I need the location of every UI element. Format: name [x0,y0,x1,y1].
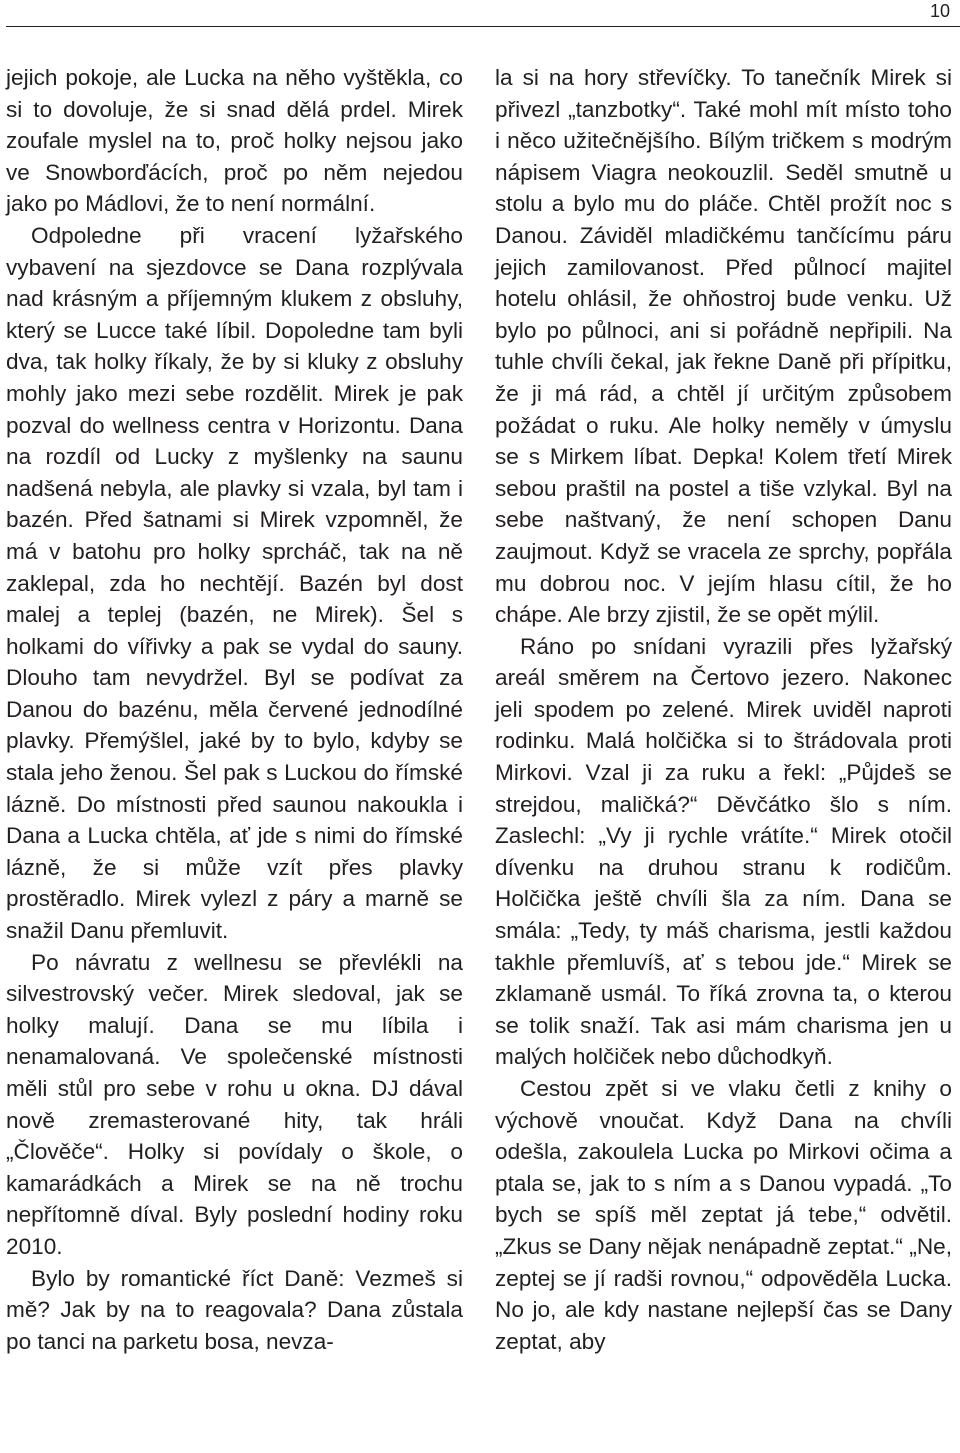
page-number: 10 [929,1,950,21]
paragraph: Cestou zpět si ve vlaku četli z knihy o výchově vnoučat. Když Dana na chvíli odešla, zakoulela Lucka po Mirkovi očima a ptala se, jak to s ním a s Danou vypadá. „To bych se spíš měl zeptat já tebe,“ odvětil. „Zkus se Dany nějak nenápadně zeptat.“ „Ne, zeptej se jí radši rovnou,“ odpověděla Lucka. No jo, ale kdy nastane nejlepší čas se Dany zeptat, aby [495,1076,952,1354]
right-text-column [495,62,952,1357]
paragraph: Bylo by romantické říct Daně: Vezmeš si mě? Jak by na to reagovala? Dana zůstala po tanci na parketu bosa, nevza- [6,1265,463,1354]
paragraph: Po návratu z wellnesu se převlékli na silvestrovský večer. Mirek sledoval, jak se holky malují. Dana se mu líbila i nenamalovaná. Ve společenské místnosti měli stůl pro sebe v rohu u okna. DJ dával nově zremasterované hity, tak hráli „Člověče“. Holky si povídaly o škole, o kamarádkách a Mirek se na ně trochu nepřítomně díval. Byly poslední hodiny roku 2010. [6,949,463,1259]
header-rule [6,26,960,27]
left-text-column [6,62,463,1357]
paragraph: Odpoledne při vracení lyžařského vybavení na sjezdovce se Dana rozplývala nad krásným a příjemným klukem z obsluhy, který se Lucce také líbil. Dopoledne tam byli dva, tak holky říkaly, že by si kluky z obsluhy mohly jako mezi sebe rozdělit. Mirek je pak pozval do wellness centra v Horizontu. Dana na rozdíl od Lucky z myšlenky na saunu nadšená nebyla, ale plavky si vzala, byl tam i bazén. Před šatnami si Mirek vzpomněl, že má v batohu pro holky sprcháč, tak na ně zaklepal, zda ho nechtějí. Bazén byl dost malej a teplej (bazén, ne Mirek). Šel s holkami do vířivky a pak se vydal do sauny. Dlouho tam nevydržel. Byl se podívat za Danou do bazénu, měla červené jednodílné plavky. Přemýšlel, jaké by to bylo, kdyby se stala jeho ženou. Šel pak s Luckou do římské lázně. Do místnosti před saunou nakoukla i Dana a Lucka chtěla, ať jde s nimi do římské lázně, že si může vzít přes plavky prostěradlo. Mirek vylezl z páry a marně se snažil Danu přemluvit. [6,222,463,944]
paragraph: jejich pokoje, ale Lucka na něho vyštěkla, co si to dovoluje, že si snad dělá prdel. Mirek zoufale myslel na to, proč holky nejsou jako ve Snowborďácích, proč po něm nejedou jako po Mádlovi, že to není normální. [6,65,463,217]
paragraph: la si na hory střevíčky. To tanečník Mirek si přivezl „tanzbotky“. Také mohl mít místo toho i něco užitečnějšího. Bílým tričkem s modrým nápisem Viagra neokouzlil. Seděl smutně u stolu a bylo mu do pláče. Chtěl prožít noc s Danou. Záviděl mladičkému tančícímu páru jejich zamilovanost. Před půlnocí majitel hotelu ohlásil, že ohňostroj bude venku. Už bylo po půlnoci, ani si pořádně nepřipili. Na tuhle chvíli čekal, jak řekne Daně při přípitku, že ji má rád, a chtěl jí určitým způsobem požádat o ruku. Ale holky neměly v úmyslu se s Mirkem líbat. Depka! Kolem třetí Mirek sebou praštil na postel a tiše vzlykal. Byl na sebe naštvaný, že není schopen Danu zaujmout. Když se vracela ze sprchy, popřála mu dobrou noc. V jejím hlasu cítil, že ho chápe. Ale brzy zjistil, že se opět mýlil. [495,65,952,628]
paragraph: Ráno po snídani vyrazili přes lyžařský areál směrem na Čertovo jezero. Nakonec jeli spodem po zelené. Mirek uviděl naproti rodinku. Malá holčička si to štrádovala proti Mirkovi. Vzal ji za ruku a řekl: „Půjdeš se strejdou, maličká?“ Děvčátko šlo s ním. Zaslechl: „Vy ji rychle vrátíte.“ Mirek otočil dívenku na druhou stranu k rodičům. Holčička ještě chvíli šla za ním. Dana se smála: „Tedy, ty máš charisma, jestli každou takhle přemluvíš, ať s tebou jde.“ Mirek se zklamaně usmál. To říká zrovna ta, o kterou se tolik snaží. Tak asi mám charisma jen u malých holčiček nebo důchodkyň. [495,633,952,1070]
